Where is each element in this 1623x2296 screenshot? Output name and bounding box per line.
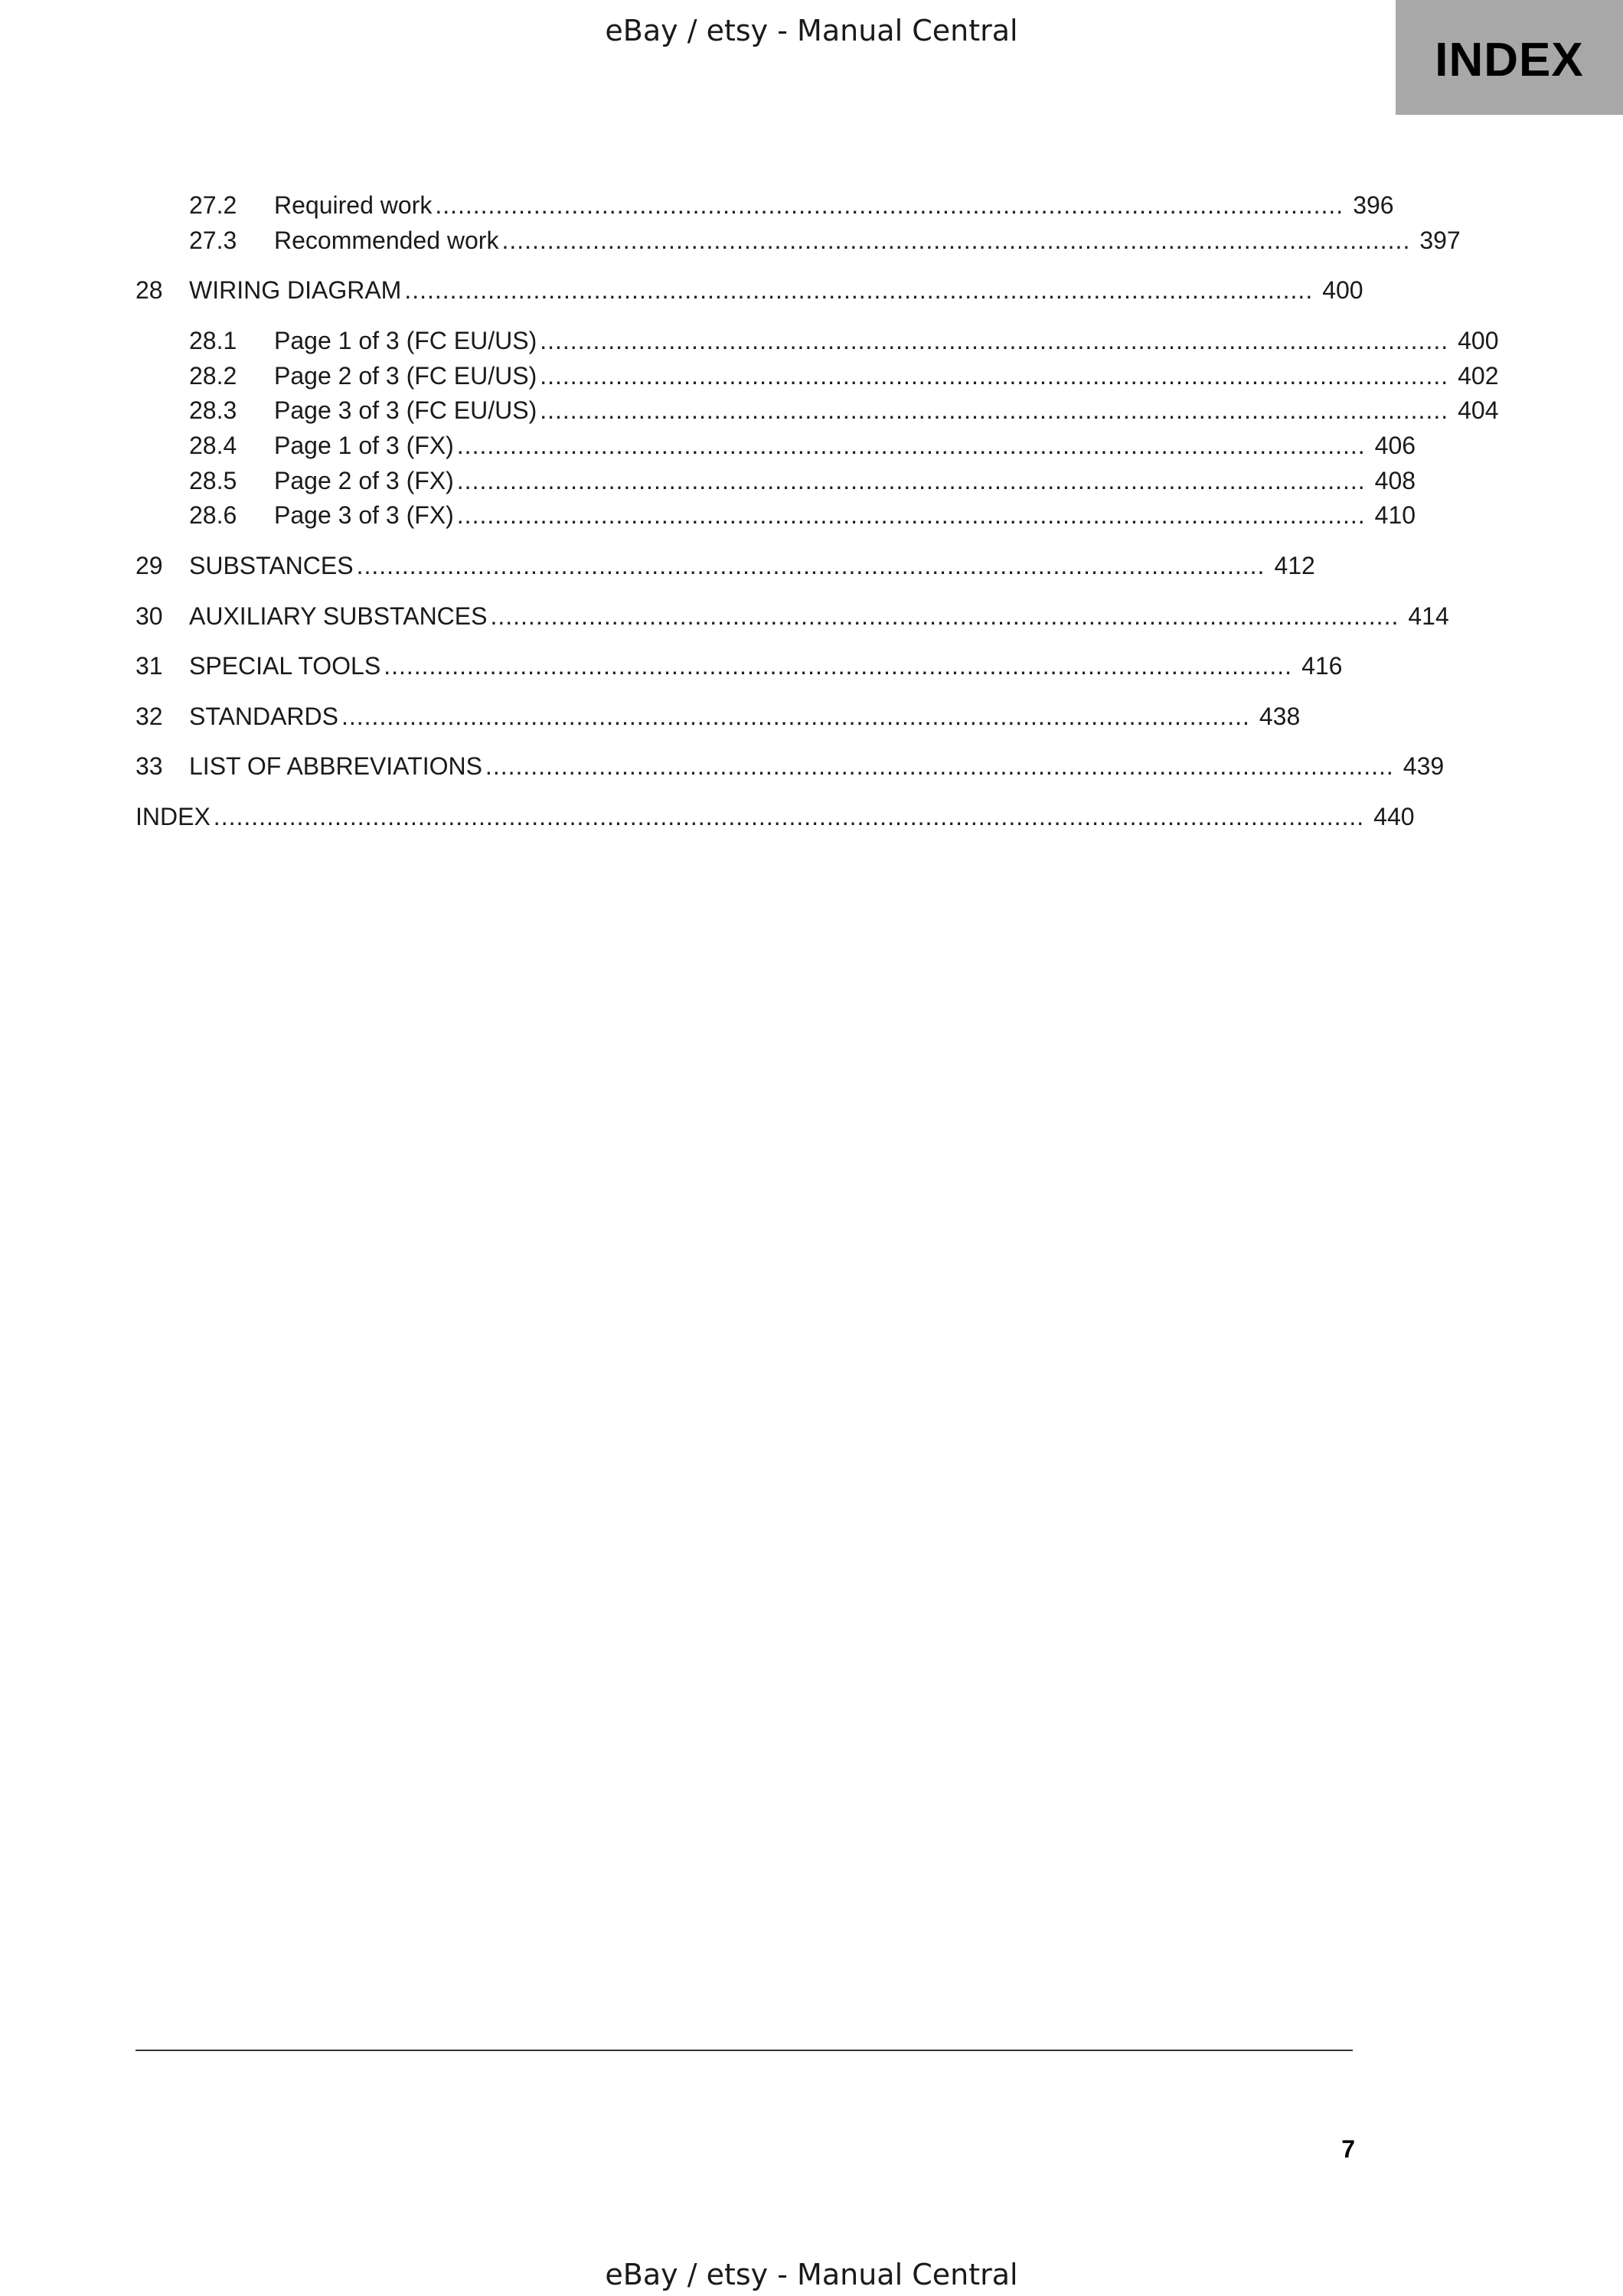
toc-entry-page: 439 <box>1403 752 1445 780</box>
toc-entry-title: AUXILIARY SUBSTANCES <box>189 602 488 630</box>
toc-entry-leader: ........................................................................................................................ <box>456 501 1366 529</box>
toc-entry-number: 33 <box>136 752 163 780</box>
toc-entry-leader: ........................................................................................................................ <box>490 602 1399 630</box>
toc-entry[interactable] <box>136 701 1301 732</box>
toc-entry-leader: ........................................................................................................................ <box>341 703 1250 730</box>
toc-entry-number: 28.1 <box>189 327 237 354</box>
toc-entry-leader: ........................................................................................................................ <box>435 191 1344 219</box>
toc-entry-number: 27.3 <box>189 227 237 254</box>
toc-entry-number: 30 <box>136 602 163 630</box>
toc-entry-title: SPECIAL TOOLS <box>189 652 381 680</box>
toc-entry-leader: ........................................................................................................................ <box>356 552 1265 579</box>
toc-entry-title: Required work <box>274 191 433 219</box>
header-watermark: eBay / etsy - Manual Central <box>605 14 1018 47</box>
toc-entry[interactable] <box>189 360 1499 391</box>
toc-entry[interactable] <box>189 190 1394 220</box>
toc-entry-title: STANDARDS <box>189 703 338 730</box>
toc-entry-index[interactable] <box>136 801 1415 832</box>
page-number: 7 <box>1341 2135 1355 2163</box>
toc-entry[interactable] <box>189 325 1499 356</box>
toc-entry-page: 410 <box>1374 501 1416 529</box>
toc-entry[interactable] <box>189 395 1499 426</box>
toc-entry-page: 440 <box>1373 803 1415 830</box>
toc-entry-number: 31 <box>136 652 163 680</box>
toc-entry-page: 406 <box>1374 432 1416 459</box>
toc-entry[interactable] <box>136 550 1315 581</box>
toc-entry-number: 28.2 <box>189 362 237 390</box>
toc-entry-page: 402 <box>1458 362 1499 390</box>
toc-entry-number: 28.3 <box>189 396 237 424</box>
toc-entry-title: WIRING DIAGRAM <box>189 276 402 304</box>
section-tab-label: INDEX <box>1435 33 1584 86</box>
toc-entry-title: Page 3 of 3 (FX) <box>274 501 454 529</box>
toc-entry-number: 28.5 <box>189 467 237 494</box>
toc-entry-leader: ........................................................................................................................................................ <box>213 803 1365 830</box>
toc-entry-leader: ........................................................................................................................ <box>540 396 1449 424</box>
toc-entry-title: Page 2 of 3 (FX) <box>274 467 454 494</box>
toc-entry-page: 416 <box>1301 652 1343 680</box>
toc-entry-page: 404 <box>1458 396 1499 424</box>
toc-entry[interactable] <box>136 751 1445 781</box>
toc-entry-title: Recommended work <box>274 227 499 254</box>
toc-entry-page: 412 <box>1274 552 1315 579</box>
toc-entry-leader: ........................................................................................................................ <box>540 327 1449 354</box>
toc-entry[interactable] <box>136 651 1343 681</box>
toc-entry-title: INDEX <box>136 803 211 830</box>
toc-entry-number: 32 <box>136 703 163 730</box>
toc-entry-number: 28 <box>136 276 163 304</box>
toc-entry-number: 27.2 <box>189 191 237 219</box>
toc-entry[interactable] <box>189 430 1416 461</box>
toc-entry[interactable] <box>136 275 1363 305</box>
toc-entry-page: 400 <box>1322 276 1363 304</box>
toc-entry-leader: ........................................................................................................................ <box>456 432 1366 459</box>
toc-entry-leader: ........................................................................................................................ <box>501 227 1411 254</box>
toc-entry-page: 414 <box>1408 602 1449 630</box>
toc-entry-number: 29 <box>136 552 163 579</box>
section-tab <box>1396 0 1623 115</box>
toc-entry-title: Page 1 of 3 (FX) <box>274 432 454 459</box>
toc-entry-leader: ........................................................................................................................ <box>456 467 1366 494</box>
toc-entry[interactable] <box>189 225 1461 256</box>
toc-entry-page: 396 <box>1353 191 1394 219</box>
toc-entry-title: Page 2 of 3 (FC EU/US) <box>274 362 537 390</box>
toc-entry-page: 400 <box>1458 327 1499 354</box>
toc-entry[interactable] <box>189 465 1416 496</box>
footer-watermark: eBay / etsy - Manual Central <box>605 2258 1018 2291</box>
toc-entry-leader: ........................................................................................................................ <box>384 652 1293 680</box>
toc-entry-page: 397 <box>1419 227 1461 254</box>
toc-entry-title: Page 3 of 3 (FC EU/US) <box>274 396 537 424</box>
toc-entry[interactable] <box>189 500 1416 530</box>
toc-entry-number: 28.4 <box>189 432 237 459</box>
toc-entry-page: 438 <box>1259 703 1301 730</box>
toc-entry-title: Page 1 of 3 (FC EU/US) <box>274 327 537 354</box>
toc-entry-page: 408 <box>1374 467 1416 494</box>
toc-entry[interactable] <box>136 601 1449 631</box>
footer-divider <box>136 2050 1353 2051</box>
toc-entry-title: SUBSTANCES <box>189 552 354 579</box>
toc-entry-title: LIST OF ABBREVIATIONS <box>189 752 482 780</box>
toc-entry-leader: ........................................................................................................................ <box>540 362 1449 390</box>
toc-entry-leader: ........................................................................................................................ <box>404 276 1314 304</box>
toc-entry-number: 28.6 <box>189 501 237 529</box>
toc-entry-leader: ........................................................................................................................ <box>485 752 1394 780</box>
